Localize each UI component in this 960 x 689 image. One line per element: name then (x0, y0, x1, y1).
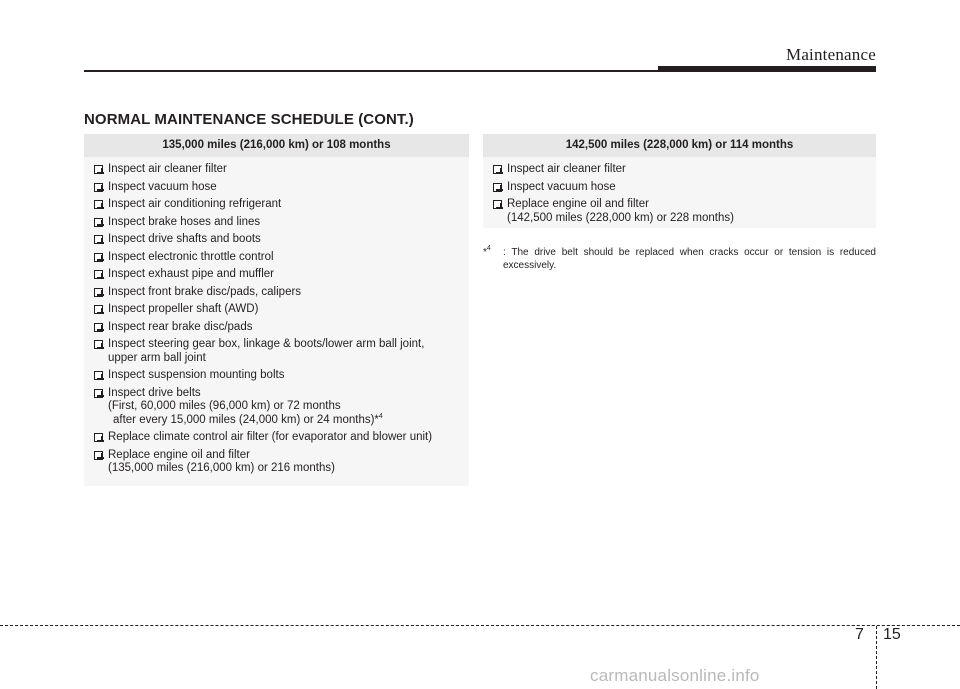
checklist-item: Inspect rear brake disc/pads (84, 321, 469, 335)
checklist-item: Inspect vacuum hose (483, 181, 876, 195)
checkbox-icon (94, 323, 103, 332)
checklist-item: Inspect air cleaner filter (483, 163, 876, 177)
checklist-item: Inspect propeller shaft (AWD) (84, 303, 469, 317)
checkbox-icon (493, 200, 502, 209)
header-bar (658, 66, 876, 72)
watermark: carmanualsonline.info (590, 666, 760, 685)
checklist-item: Inspect vacuum hose (84, 181, 469, 195)
checkbox-icon (94, 253, 103, 262)
checklist-item: Inspect drive belts (First, 60,000 miles (96,000 km) or 72 months after every 15,000 miles (24,000 km) or 24 months)*$^4$ (84, 387, 469, 428)
left-schedule-panel (84, 134, 469, 486)
chapter-number: 7 (855, 626, 864, 643)
footnote-text: : The drive belt should be replaced when cracks occur or tension is reduced excessively. (503, 247, 876, 271)
checkbox-icon (94, 371, 103, 380)
checkbox-icon (493, 165, 502, 174)
page-number: 15 (883, 626, 901, 643)
right-panel-heading: 142,500 miles (228,000 km) or 114 months (483, 134, 876, 157)
section-title: NORMAL MAINTENANCE SCHEDULE (CONT.) (84, 111, 414, 128)
checkbox-icon (493, 183, 502, 192)
right-checklist (483, 157, 876, 225)
checklist-item: Inspect air conditioning refrigerant (84, 198, 469, 212)
footnote (483, 246, 876, 272)
checklist-item: Replace engine oil and filter (135,000 miles (216,000 km) or 216 months) (84, 449, 469, 476)
checkbox-icon (94, 389, 103, 398)
footer-rule (0, 625, 960, 626)
checkbox-icon (94, 288, 103, 297)
checklist-item: Inspect air cleaner filter (84, 163, 469, 177)
checkbox-icon (94, 270, 103, 279)
left-panel-heading: 135,000 miles (216,000 km) or 108 months (84, 134, 469, 157)
checklist-item: Replace climate control air filter (for evaporator and blower unit) (84, 431, 469, 445)
checklist-item: Replace engine oil and filter (142,500 miles (228,000 km) or 228 months) (483, 198, 876, 225)
right-schedule-panel (483, 134, 876, 228)
checklist-item: Inspect front brake disc/pads, calipers (84, 286, 469, 300)
footnote-mark: *$^4$ (483, 245, 491, 258)
checkbox-icon (94, 200, 103, 209)
left-checklist (84, 157, 469, 476)
header-rule (84, 70, 658, 72)
checklist-item: Inspect steering gear box, linkage & boots/lower arm ball joint, upper arm ball joint (84, 338, 469, 365)
checkbox-icon (94, 183, 103, 192)
checkbox-icon (94, 340, 103, 349)
checklist-item: Inspect electronic throttle control (84, 251, 469, 265)
checklist-item: Inspect suspension mounting bolts (84, 369, 469, 383)
checkbox-icon (94, 218, 103, 227)
checkbox-icon (94, 451, 103, 460)
checkbox-icon (94, 235, 103, 244)
checklist-item: Inspect brake hoses and lines (84, 216, 469, 230)
checklist-item: Inspect drive shafts and boots (84, 233, 469, 247)
checkbox-icon (94, 433, 103, 442)
checkbox-icon (94, 305, 103, 314)
checkbox-icon (94, 165, 103, 174)
header-title: Maintenance (786, 45, 876, 64)
checklist-item: Inspect exhaust pipe and muffler (84, 268, 469, 282)
page-divider (876, 626, 877, 689)
